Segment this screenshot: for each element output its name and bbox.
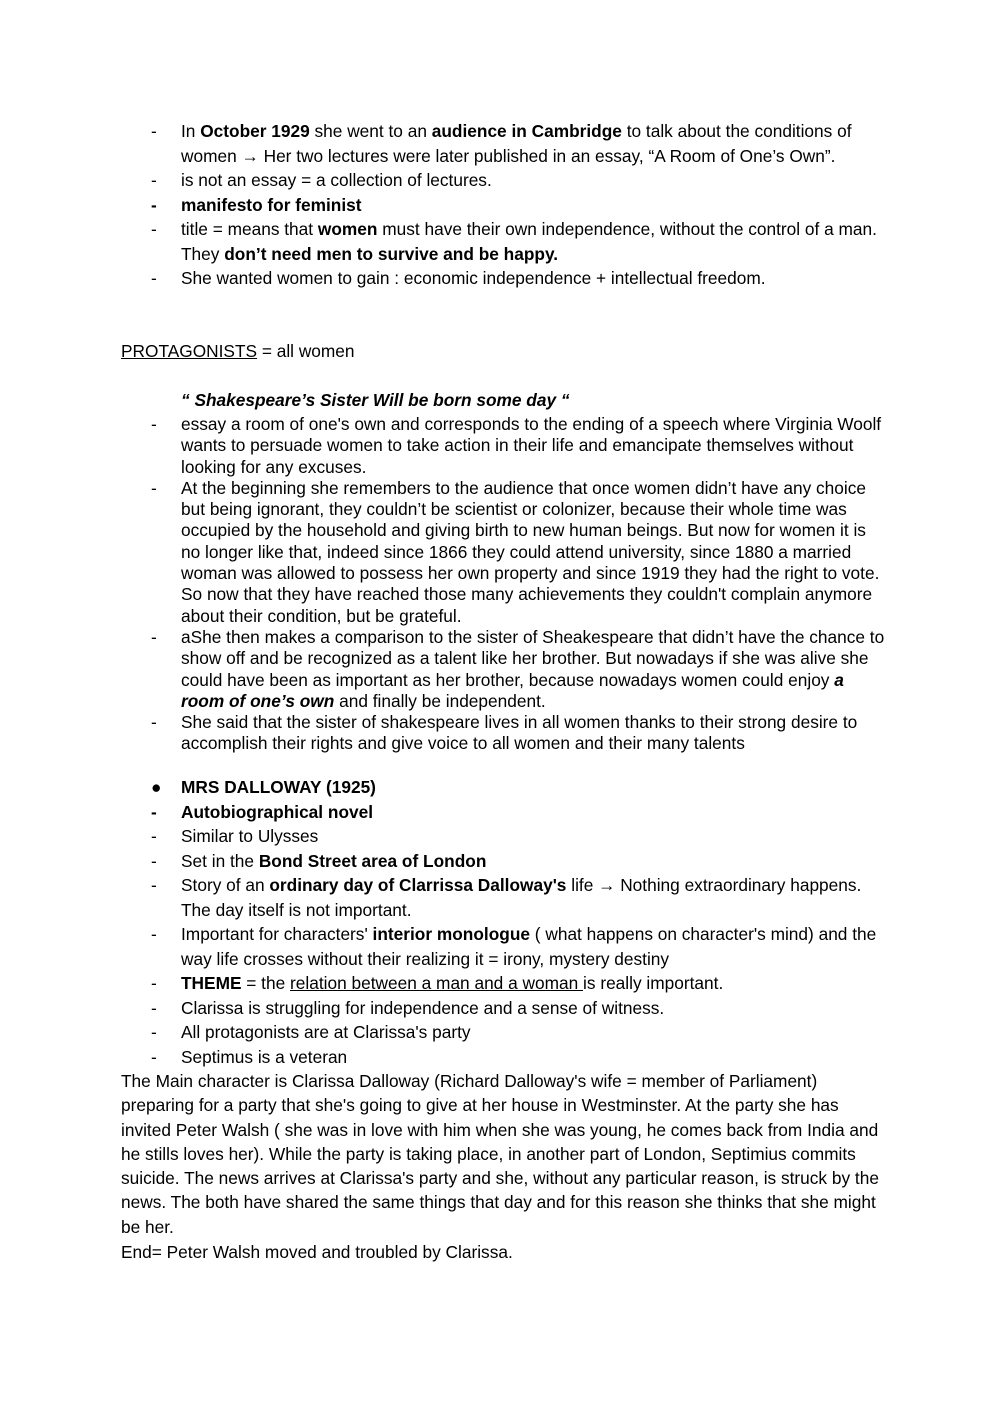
- list-item: [121, 414, 886, 478]
- bullet-dash-marker: -: [151, 875, 157, 895]
- list-item-text: interior monologue: [372, 924, 530, 944]
- list-item-text: Important for characters': [181, 924, 373, 944]
- list-item-text: to talk about the conditions of women → Her two lectures were later published in an essay, “A Room of One’s Own”.: [181, 121, 852, 166]
- list-item-text: Set in the: [181, 850, 259, 871]
- protagonists-label: PROTAGONISTS: [121, 341, 258, 361]
- essay-quote-heading: “ Shakespeare’s Sister Will be born some day “: [181, 390, 570, 410]
- list-item-text: is not an essay = a collection of lectures.: [181, 170, 492, 190]
- list-item-text: ( what happens on character's mind) and the way life crosses without their realizing it = irony, mystery destiny: [181, 924, 877, 969]
- list-item-text: At the beginning she remembers to the audience that once women didn’t have any choice but being ignorant, they couldn’t be scientist or colonizer, because their whole time was occupied by the household and giving birth to new human beings. But now for women it is no longer like that, indeed since 1866 they could attend university, since 1880 a married woman was allowed to possess her own property and since 1919 they had the right to vote. So now that they have reached those many achievements they couldn't complain anymore about their condition, but be grateful.: [181, 477, 880, 626]
- bullet-dash-marker: -: [151, 626, 157, 647]
- list-item-text: she went to an: [309, 121, 432, 141]
- list-item-text: Autobiographical novel: [181, 801, 374, 822]
- essay-bullet-list: [121, 414, 886, 755]
- list-item-text: don’t need men to survive and be happy.: [224, 243, 559, 264]
- bullet-dash-marker: -: [151, 712, 157, 733]
- list-item-text: Clarissa is struggling for independence and a sense of witness.: [181, 997, 665, 1018]
- bullet-dash-marker: -: [151, 121, 157, 141]
- list-item-text: She wanted women to gain : economic independence + intellectual freedom.: [181, 268, 766, 288]
- list-item: [121, 627, 886, 712]
- list-item-text: Similar to Ulysses: [181, 826, 319, 846]
- list-item: [121, 996, 886, 1021]
- list-item-text: October 1929: [200, 121, 310, 141]
- list-item-text: ordinary day of Clarrissa Dalloway's: [269, 875, 567, 895]
- list-item: [121, 922, 886, 971]
- list-item-text: is really important.: [583, 973, 724, 993]
- bullet-dash-marker: -: [151, 414, 157, 434]
- bullet-dash-marker: -: [151, 997, 157, 1018]
- list-item-text: MRS DALLOWAY (1925): [181, 777, 376, 797]
- list-item-text: Story of an: [181, 875, 270, 895]
- list-item-text: relation between a man and a woman: [290, 973, 584, 993]
- bullet-dash-marker: -: [151, 973, 157, 993]
- list-item: [121, 217, 886, 266]
- list-item: [121, 119, 886, 168]
- bullet-dash-marker: -: [151, 477, 157, 498]
- list-item: [121, 193, 886, 218]
- list-item-text: All protagonists are at Clarissa's party: [181, 1022, 471, 1042]
- bullet-dash-marker: -: [151, 219, 157, 239]
- list-item-text: life → Nothing extraordinary happens. The day itself is not important.: [181, 875, 862, 920]
- bullet-dash-marker: -: [151, 1022, 157, 1042]
- bullet-dot-icon: ●: [151, 777, 162, 797]
- list-item: [121, 1020, 886, 1045]
- list-item-text: In: [181, 121, 201, 141]
- list-item: [121, 971, 886, 996]
- list-item-text: She said that the sister of shakespeare lives in all women thanks to their strong desire to accomplish their rights and give voice to all women and their many talents: [181, 712, 858, 754]
- list-item-text: title = means that: [181, 219, 318, 239]
- list-item-text: essay a room of one's own and corresponds to the ending of a speech where Virginia Woolf wants to persuade women to take action in their life and emancipate themselves without looking for any excuses.: [181, 414, 882, 477]
- list-item: [121, 775, 886, 800]
- list-item-text: women: [317, 219, 378, 239]
- list-item-text: Septimus is a veteran: [181, 1046, 348, 1067]
- bullet-dash-marker: -: [151, 170, 157, 190]
- list-item: [121, 873, 886, 922]
- bullet-dash-marker: -: [151, 1046, 157, 1067]
- list-item: [121, 1045, 886, 1070]
- protagonists-line: [121, 339, 355, 364]
- mrs-dalloway-bullet-list: [121, 775, 886, 1069]
- end-line: End= Peter Walsh moved and troubled by Clarissa.: [121, 1242, 513, 1262]
- list-item-text: a room of one’s own: [181, 669, 844, 711]
- list-item-text: and finally be independent.: [334, 690, 546, 711]
- list-item: [121, 849, 886, 874]
- list-item: [121, 168, 886, 193]
- bullet-dash-marker: -: [151, 268, 157, 288]
- list-item-text: Bond Street area of London: [258, 850, 487, 871]
- bullet-dash-marker: -: [151, 850, 157, 871]
- list-item-text: = the: [241, 973, 291, 993]
- list-item-text: manifesto for feminist: [181, 194, 362, 215]
- list-item-text: must have their own independence, without the control of a man. They: [181, 219, 877, 264]
- list-item-text: THEME: [181, 973, 242, 993]
- list-item: [121, 712, 886, 755]
- list-item: [121, 266, 886, 291]
- bullet-dash-marker: -: [151, 924, 157, 944]
- list-item-text: audience in Cambridge: [431, 121, 622, 141]
- bullet-dash-marker: -: [151, 826, 157, 846]
- list-item: [121, 824, 886, 849]
- plot-paragraph: The Main character is Clarissa Dalloway (Richard Dalloway's wife = member of Parliament) preparing for a party that she's going to give at her house in Westminster. At the party she has invited Peter Walsh ( she was in love with him when she was young, he comes back from India and he stills loves her). While the party is taking place, in another part of London, Septimius commits suicide. The news arrives at Clarissa's party and she, without any particular reason, is struck by the news. The both have shared the same things that day and for this reason she thinks that she might be her.: [121, 1071, 879, 1237]
- intro-bullet-list: [121, 119, 886, 291]
- bullet-dash-marker: -: [151, 801, 157, 822]
- protagonists-value: = all women: [257, 341, 355, 361]
- bullet-dash-marker: -: [151, 194, 157, 215]
- list-item: [121, 800, 886, 825]
- list-item: [121, 478, 886, 627]
- list-item-text: aShe then makes a comparison to the sister of Sheakespeare that didn’t have the chance to show off and be recognized as a talent like her brother. But nowadays if she was alive she could have been as important as her brother, because nowadays women could enjoy: [181, 626, 885, 690]
